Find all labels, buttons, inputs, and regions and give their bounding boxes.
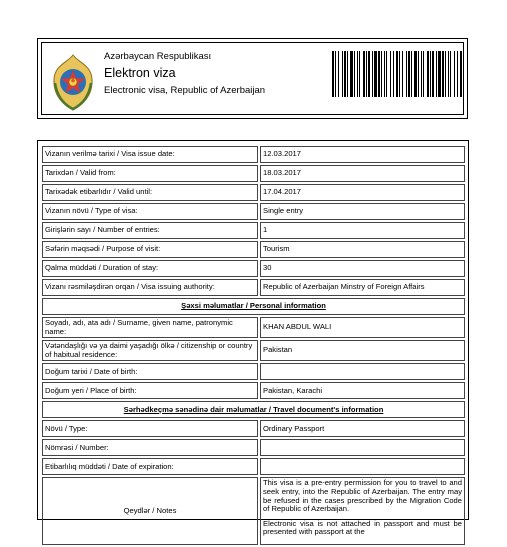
table-row xyxy=(42,279,465,296)
table-row xyxy=(42,382,465,399)
field-label: Nömrəsi / Number: xyxy=(42,439,258,456)
barcode xyxy=(331,51,464,97)
field-label: Etibarlılıq müddəti / Date of expiration: xyxy=(42,458,258,475)
field-label: Girişlərin sayı / Number of entries: xyxy=(42,222,258,239)
field-label: Soyadı, adı, ata adı / Surname, given name, patronymic name: xyxy=(42,317,258,338)
notes-paragraph: This visa is a pre-entry permission for you to travel to and seek entry, into the Republic of Azerbaijan. The entry may be refused in the cases prescribed by the Migration Code of Republic of Azerbaijan. xyxy=(263,478,462,514)
field-value: 30 xyxy=(260,260,465,277)
field-value: Pakistan xyxy=(260,340,465,361)
table-row xyxy=(42,420,465,437)
table-row xyxy=(42,165,465,182)
field-label: Tarixdən / Valid from: xyxy=(42,165,258,182)
field-label: Vizanın növü / Type of visa: xyxy=(42,203,258,220)
visa-details-panel xyxy=(37,140,469,537)
notes-paragraph: Electronic visa is not attached in passport and must be presented with passport at the xyxy=(263,518,462,537)
visa-header-inner-frame xyxy=(41,42,464,115)
personal-info-heading: Şəxsi məlumatlar / Personal information xyxy=(42,298,465,315)
field-label: Vizanın verilmə tarixi / Visa issue date: xyxy=(42,146,258,163)
field-value: Single entry xyxy=(260,203,465,220)
visa-header xyxy=(37,38,468,119)
table-row xyxy=(42,363,465,380)
document-title: Elektron viza xyxy=(104,66,176,80)
table-row xyxy=(42,203,465,220)
section-header-row xyxy=(42,298,465,315)
field-value: 12.03.2017 xyxy=(260,146,465,163)
table-row xyxy=(42,340,465,361)
country-name: Azərbaycan Respublikası xyxy=(104,51,212,62)
notes-label: Qeydlər / Notes xyxy=(42,477,258,545)
field-value: Republic of Azerbaijan Minstry of Foreign Affairs xyxy=(260,279,465,296)
field-value xyxy=(260,439,465,456)
field-value: 17.04.2017 xyxy=(260,184,465,201)
table-row xyxy=(42,146,465,163)
travel-document-heading: Sərhədkeçmə sənədinə dair məlumatlar / Travel document's information xyxy=(42,401,465,418)
field-value: 1 xyxy=(260,222,465,239)
table-row xyxy=(42,458,465,475)
field-label: Doğum yeri / Place of birth: xyxy=(42,382,258,399)
field-label: Vizanı rəsmiləşdirən orqan / Visa issuing authority: xyxy=(42,279,258,296)
field-label: Növü / Type: xyxy=(42,420,258,437)
notes-row xyxy=(42,477,465,545)
table-row xyxy=(42,260,465,277)
table-row xyxy=(42,317,465,338)
visa-details-table xyxy=(40,144,467,547)
field-value: Ordinary Passport xyxy=(260,420,465,437)
section-header-row xyxy=(42,401,465,418)
field-label: Doğum tarixi / Date of birth: xyxy=(42,363,258,380)
field-value xyxy=(260,363,465,380)
notes-text xyxy=(260,477,465,545)
field-value: 18.03.2017 xyxy=(260,165,465,182)
field-label: Tarixədək etibarlıdır / Valid until: xyxy=(42,184,258,201)
field-value: Tourism xyxy=(260,241,465,258)
field-label: Qalma müddəti / Duration of stay: xyxy=(42,260,258,277)
table-row xyxy=(42,184,465,201)
state-emblem-icon xyxy=(51,53,95,113)
field-value: KHAN ABDUL WALI xyxy=(260,317,465,338)
field-value xyxy=(260,458,465,475)
table-row xyxy=(42,241,465,258)
field-label: Səfərin məqsədi / Purpose of visit: xyxy=(42,241,258,258)
field-value: Pakistan, Karachi xyxy=(260,382,465,399)
field-label: Vətəndaşlığı və ya daimi yaşadığı ölkə / citizenship or country of habitual residence: xyxy=(42,340,258,361)
table-row xyxy=(42,222,465,239)
table-row xyxy=(42,439,465,456)
document-subtitle: Electronic visa, Republic of Azerbaijan xyxy=(104,85,266,96)
